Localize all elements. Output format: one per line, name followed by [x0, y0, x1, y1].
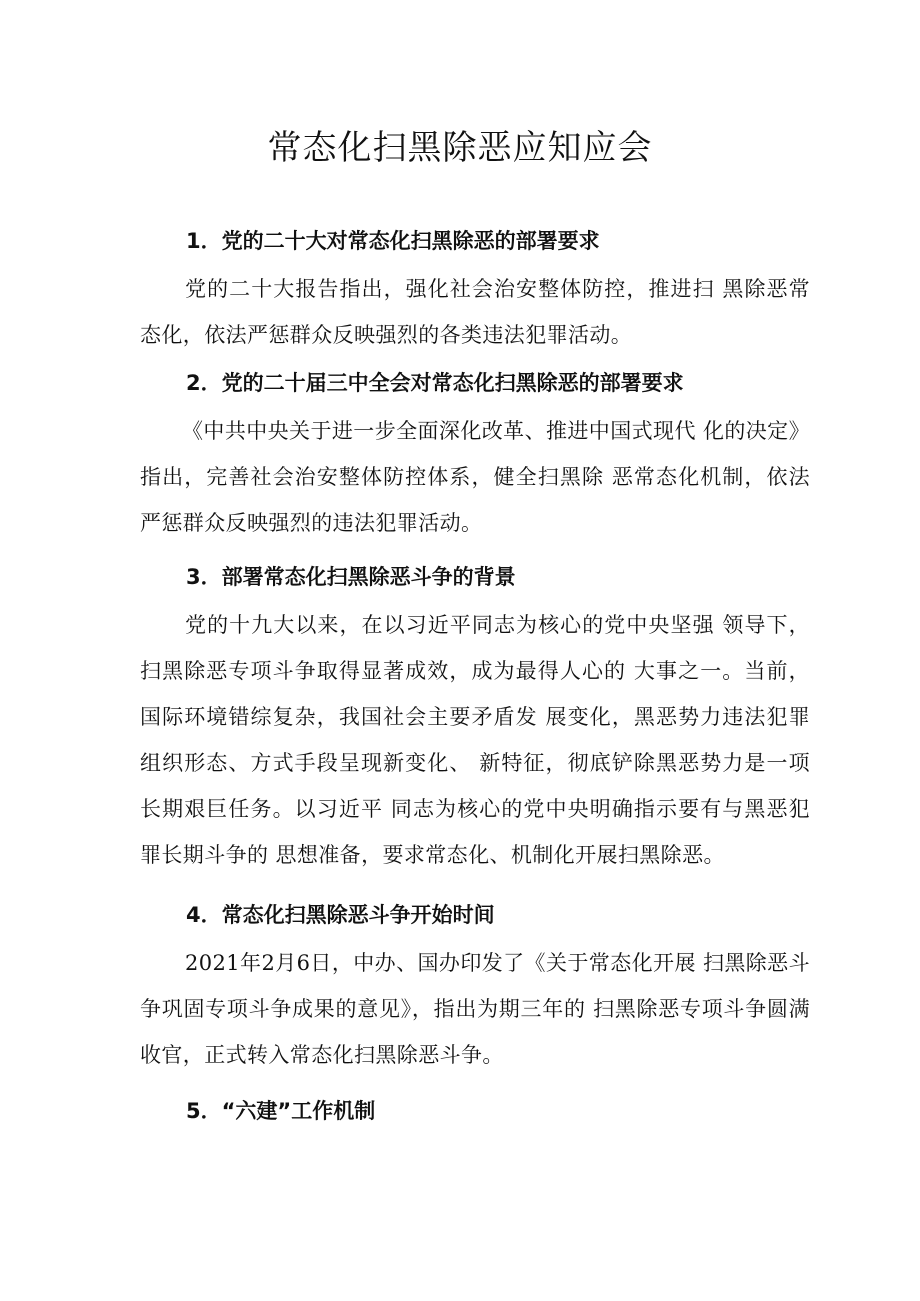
- section-heading-2: 2．党的二十届三中全会对常态化扫黑除恶的部署要求: [186, 371, 684, 395]
- section-body-3: 党的十九大以来，在以习近平同志为核心的党中央坚强 领导下，扫黑除恶专项斗争取得显著成效，成为最得人心的 大事之一。当前，国际环境错综复杂，我国社会主要矛盾发 展变化，黑恶势力违法犯罪组织形态、方式手段呈现新变化、 新特征，彻底铲除黑恶势力是一项长期艰巨任务。以习近平 同志为核心的党中央明确指示要有与黑恶犯罪长期斗争的 思想准备，要求常态化、机制化开展扫黑除恶。: [140, 613, 810, 867]
- section-body-4: 2021年2月6日，中办、国办印发了《关于常态化开展 扫黑除恶斗争巩固专项斗争成果的意见》，指出为期三年的 扫黑除恶专项斗争圆满收官，正式转入常态化扫黑除恶斗争。: [140, 951, 810, 1067]
- page-title: 常态化扫黑除恶应知应会: [267, 128, 653, 168]
- section-heading-5: 5．“六建”工作机制: [186, 1099, 376, 1123]
- section-heading-3: 3．部署常态化扫黑除恶斗争的背景: [186, 565, 516, 589]
- section-body-1: 党的二十大报告指出，强化社会治安整体防控，推进扫 黑除恶常态化，依法严惩群众反映强烈的各类违法犯罪活动。: [140, 277, 810, 347]
- section-heading-1: 1．党的二十大对常态化扫黑除恶的部署要求: [186, 229, 600, 253]
- section-heading-4: 4．常态化扫黑除恶斗争开始时间: [186, 903, 495, 927]
- section-body-2: 《中共中央关于进一步全面深化改革、推进中国式现代 化的决定》指出，完善社会治安整体防控体系，健全扫黑除 恶常态化机制，依法严惩群众反映强烈的违法犯罪活动。: [140, 419, 810, 535]
